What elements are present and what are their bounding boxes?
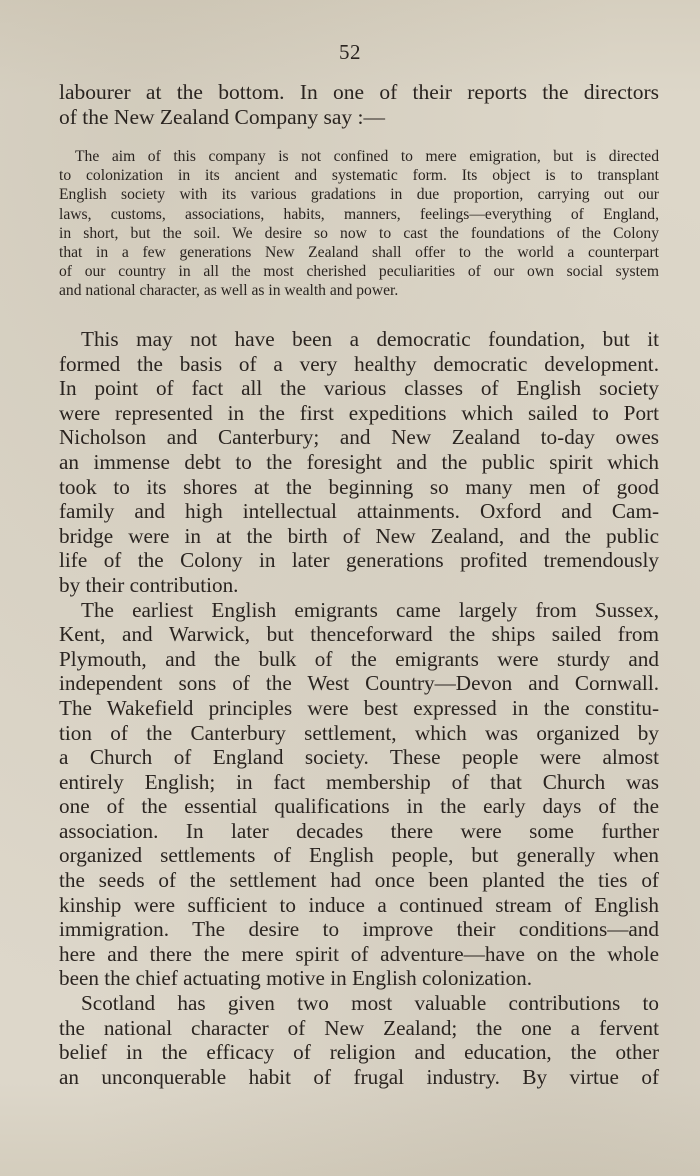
quote-line: that in a few generations New Zealand shall offer to the world a counterpart	[59, 244, 659, 262]
page-number: 52	[339, 40, 361, 64]
paragraph-last-line: by their contribution.	[59, 572, 239, 597]
text-line: were represented in the first expeditions which sailed to Port	[59, 400, 659, 425]
text-line: association. In later decades there were some further	[59, 818, 659, 843]
text-line: Kent, and Warwick, but thenceforward the ships sailed from	[59, 622, 659, 647]
text-line: Plymouth, and the bulk of the emigrants were sturdy and	[59, 646, 659, 671]
text-line: family and high intellectual attainments. Oxford and Cam-	[59, 499, 659, 524]
text-line: The Wakefield principles were best expressed in the constitu-	[59, 695, 659, 720]
quote-line: in short, but the soil. We desire so now to cast the foundations of the Colony	[59, 224, 659, 242]
text-line: a Church of England society. These people were almost	[59, 745, 659, 770]
paragraph-first-line: Scotland has given two most valuable contributions to	[81, 991, 659, 1016]
quote-line: laws, customs, associations, habits, manners, feelings—everything of England,	[59, 205, 659, 223]
text-line: labourer at the bottom. In one of their reports the directors	[59, 80, 659, 104]
text-line: organized settlements of English people, but generally when	[59, 843, 659, 868]
quote-line: The aim of this company is not confined to mere emigration, but is directed	[75, 148, 659, 165]
text-line: Nicholson and Canterbury; and New Zealand to-day owes	[59, 425, 659, 450]
lead-paragraph	[59, 80, 659, 130]
text-line: tion of the Canterbury settlement, which was organized by	[59, 720, 659, 745]
text-line: here and there the mere spirit of adventure—have on the whole	[59, 941, 659, 966]
paragraph-first-line: The earliest English emigrants came largely from Sussex,	[81, 597, 659, 622]
text-line: In point of fact all the various classes of English society	[59, 376, 659, 401]
text-line: independent sons of the West Country—Devon and Cornwall.	[59, 671, 659, 696]
paragraph-last-line: been the chief actuating motive in English colonization.	[59, 966, 533, 991]
block-quote	[59, 147, 659, 301]
text-line: one of the essential qualifications in the early days of the	[59, 794, 659, 819]
quote-line: English society with its various gradations in due proportion, carrying out our	[59, 186, 659, 204]
quote-line: to colonization in its ancient and systematic form. Its object is to transplant	[59, 167, 659, 185]
text-line: formed the basis of a very healthy democratic development.	[59, 351, 659, 376]
quote-line: of our country in all the most cherished peculiarities of our own social system	[59, 263, 659, 281]
text-line: bridge were in at the birth of New Zealand, and the public	[59, 523, 659, 548]
text-line: immigration. The desire to improve their conditions—and	[59, 917, 659, 942]
text-line: life of the Colony in later generations profited tremendously	[59, 548, 659, 573]
text-line: took to its shores at the beginning so many men of good	[59, 474, 659, 499]
text-line: of the New Zealand Company say :—	[59, 105, 385, 129]
text-line: belief in the efficacy of religion and education, the other	[59, 1040, 659, 1065]
text-line: an immense debt to the foresight and the public spirit which	[59, 449, 659, 474]
text-line: kinship were sufficient to induce a continued stream of English	[59, 892, 659, 917]
text-line: an unconquerable habit of frugal industry. By virtue of	[59, 1064, 659, 1089]
paragraph-first-line: This may not have been a democratic foundation, but it	[81, 327, 659, 351]
body-text	[59, 327, 659, 1089]
text-line: the seeds of the settlement had once been planted the ties of	[59, 868, 659, 893]
quote-line: and national character, as well as in wealth and power.	[59, 282, 399, 300]
text-line: the national character of New Zealand; the one a fervent	[59, 1015, 659, 1040]
text-line: entirely English; in fact membership of that Church was	[59, 769, 659, 794]
